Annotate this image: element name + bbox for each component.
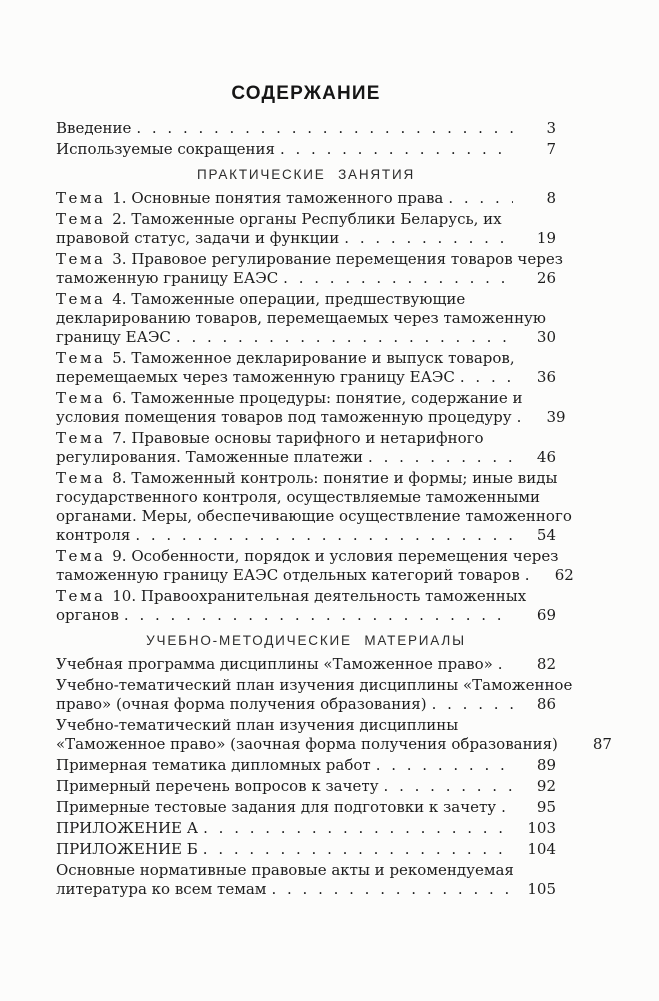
toc-entry-text: государственного контроля, осуществляемые таможенными xyxy=(56,488,541,506)
toc-entry-line xyxy=(56,587,556,606)
tema-label: Тема xyxy=(56,547,106,565)
page-number: 87 xyxy=(592,735,612,753)
toc-entry-line xyxy=(56,526,556,545)
page-number: 104 xyxy=(527,840,556,858)
toc-entry xyxy=(56,716,612,754)
toc-entry-text: органов xyxy=(56,606,119,624)
toc-entry-text: границу ЕАЭС xyxy=(56,328,171,346)
dot-leader xyxy=(280,140,513,159)
toc-entry-line xyxy=(56,695,556,714)
toc-entry-text: Тема 3. Правовое регулирование перемещения товаров через xyxy=(56,250,563,268)
toc-entry-line xyxy=(56,488,556,507)
toc-entry-text: Используемые сокращения xyxy=(56,140,275,158)
page-number: 19 xyxy=(536,229,556,247)
page-number: 8 xyxy=(546,189,556,207)
toc-entry-line xyxy=(56,566,574,585)
toc-entry-text: таможенную границу ЕАЭС отдельных категорий товаров xyxy=(56,566,520,584)
tema-label: Тема xyxy=(56,290,106,308)
dot-leader xyxy=(460,368,513,387)
toc-entry-line xyxy=(56,389,556,408)
toc-entry-line xyxy=(56,547,559,566)
toc-entry-text: «Таможенное право» (заочная форма получения образования) xyxy=(56,735,558,753)
toc-entry-line xyxy=(56,448,556,467)
toc-entry-text: право» (очная форма получения образования) xyxy=(56,695,427,713)
dot-leader xyxy=(501,798,513,817)
toc-entry-line xyxy=(56,119,556,138)
page-number: 86 xyxy=(536,695,556,713)
toc-entry-line xyxy=(56,716,556,735)
toc-entry xyxy=(56,389,566,427)
tema-label: Тема xyxy=(56,250,106,268)
dot-leader xyxy=(176,328,513,347)
dot-leader xyxy=(344,229,513,248)
toc-entry-text: таможенную границу ЕАЭС xyxy=(56,269,279,287)
toc-entry xyxy=(56,250,563,288)
toc-entry-text: Примерный перечень вопросов к зачету xyxy=(56,777,379,795)
toc-entry-line xyxy=(56,140,556,159)
toc-entry-text: регулирования. Таможенные платежи xyxy=(56,448,364,466)
toc-entry-text: декларированию товаров, перемещаемых через таможенную xyxy=(56,309,546,327)
page-number: 54 xyxy=(536,526,556,544)
toc-entry-line xyxy=(56,309,556,328)
toc-entry-line xyxy=(56,368,556,387)
toc-entry-text: перемещаемых через таможенную границу ЕАЭС xyxy=(56,368,455,386)
page-number: 7 xyxy=(546,140,556,158)
toc-entry-text: Тема 6. Таможенные процедуры: понятие, содержание и xyxy=(56,389,523,407)
dot-leader xyxy=(498,655,513,674)
tema-label: Тема xyxy=(56,429,106,447)
toc-entry-line xyxy=(56,819,556,838)
page-number: 39 xyxy=(546,408,566,426)
toc-entry xyxy=(56,119,556,138)
page-number: 89 xyxy=(536,756,556,774)
toc-entry-line xyxy=(56,250,563,269)
toc-entry xyxy=(56,798,556,817)
toc-entry-text: Введение xyxy=(56,119,132,137)
toc-entry-text: Тема 8. Таможенный контроль: понятие и формы; иные виды xyxy=(56,469,558,487)
toc-entry-text: ПРИЛОЖЕНИЕ А xyxy=(56,819,199,837)
dot-leader xyxy=(203,840,513,859)
toc-entry xyxy=(56,777,556,796)
toc-entry xyxy=(56,469,572,545)
toc-entry-text: Учебно-тематический план изучения дисциплины xyxy=(56,716,459,734)
toc-entry-text: Учебно-тематический план изучения дисциплины «Таможенное xyxy=(56,676,573,694)
toc-entry xyxy=(56,189,556,208)
toc-entry xyxy=(56,349,556,387)
tema-label: Тема xyxy=(56,389,106,407)
toc-entry xyxy=(56,429,556,467)
toc-entry-text: Примерные тестовые задания для подготовки к зачету xyxy=(56,798,497,816)
dot-leader xyxy=(384,777,513,796)
dot-leader xyxy=(376,756,513,775)
toc-entry-line xyxy=(56,210,556,229)
toc-entry-line xyxy=(56,735,612,754)
toc-entry-text: ПРИЛОЖЕНИЕ Б xyxy=(56,840,198,858)
page-number: 26 xyxy=(536,269,556,287)
toc-entry xyxy=(56,210,556,248)
toc-entry-text: литература ко всем темам xyxy=(56,880,267,898)
toc-entry-line xyxy=(56,655,556,674)
toc-entry-line xyxy=(56,269,556,288)
tema-label: Тема xyxy=(56,469,106,487)
toc-entry-line xyxy=(56,880,556,899)
section-heading: УЧЕБНО-МЕТОДИЧЕСКИЕ МАТЕРИАЛЫ xyxy=(146,633,466,648)
toc-entry xyxy=(56,819,556,838)
toc-entry xyxy=(56,655,556,674)
toc-entry-text: органами. Меры, обеспечивающие осуществление таможенного xyxy=(56,507,572,525)
toc-entry xyxy=(56,140,556,159)
toc-entry-text: Тема 7. Правовые основы тарифного и нетарифного xyxy=(56,429,484,447)
page-number: 69 xyxy=(536,606,556,624)
toc-entry-text: Тема 4. Таможенные операции, предшествующие xyxy=(56,290,466,308)
section-heading: ПРАКТИЧЕСКИЕ ЗАНЯТИЯ xyxy=(196,167,416,182)
toc-entry-line xyxy=(56,349,556,368)
toc-entry-line xyxy=(56,606,556,625)
toc-entry-line xyxy=(56,189,556,208)
toc-entry xyxy=(56,676,573,714)
dot-leader xyxy=(136,119,513,138)
dot-leader xyxy=(448,189,513,208)
dot-leader xyxy=(135,526,513,545)
dot-leader xyxy=(203,819,513,838)
toc-entry-text: Основные нормативные правовые акты и рекомендуемая xyxy=(56,861,514,879)
page-number: 3 xyxy=(546,119,556,137)
toc-entry xyxy=(56,756,556,775)
dot-leader xyxy=(283,269,513,288)
tema-label: Тема xyxy=(56,587,106,605)
toc-entry-line xyxy=(56,469,556,488)
toc-entry-text: Учебная программа дисциплины «Таможенное право» xyxy=(56,655,493,673)
dot-leader xyxy=(432,695,513,714)
tema-label: Тема xyxy=(56,210,106,228)
toc-entry-text: Тема 5. Таможенное декларирование и выпуск товаров, xyxy=(56,349,515,367)
dot-leader xyxy=(368,448,513,467)
page-number: 95 xyxy=(536,798,556,816)
toc-entry-text: условия помещения товаров под таможенную процедуру xyxy=(56,408,512,426)
dot-leader xyxy=(124,606,513,625)
toc-entry-text: контроля xyxy=(56,526,131,544)
toc-entry-line xyxy=(56,798,556,817)
toc-entry xyxy=(56,587,556,625)
toc-entry-text: Тема 10. Правоохранительная деятельность таможенных xyxy=(56,587,527,605)
toc-entry xyxy=(56,840,556,859)
toc-entry-text: Примерная тематика дипломных работ xyxy=(56,756,371,774)
page-number: 92 xyxy=(536,777,556,795)
page-number: 46 xyxy=(536,448,556,466)
toc-entry-text: Тема 2. Таможенные органы Республики Беларусь, их xyxy=(56,210,502,228)
toc-entry-line xyxy=(56,507,572,526)
page-number: 105 xyxy=(527,880,556,898)
toc-entry-line xyxy=(56,676,573,695)
tema-label: Тема xyxy=(56,349,106,367)
page-title: СОДЕРЖАНИЕ xyxy=(231,83,381,104)
page-number: 103 xyxy=(527,819,556,837)
page-number: 82 xyxy=(536,655,556,673)
toc-entry-line xyxy=(56,861,556,880)
toc-entry-line xyxy=(56,840,556,859)
toc-entry-line xyxy=(56,290,556,309)
toc-entry-line xyxy=(56,756,556,775)
toc-entry-line xyxy=(56,429,556,448)
page-number: 36 xyxy=(536,368,556,386)
dot-leader xyxy=(271,880,513,899)
toc-entry xyxy=(56,861,556,899)
tema-label: Тема xyxy=(56,189,106,207)
page-number: 30 xyxy=(536,328,556,346)
toc-entry-text: Тема 1. Основные понятия таможенного права xyxy=(56,189,444,207)
toc-entry-text: Тема 9. Особенности, порядок и условия перемещения через xyxy=(56,547,559,565)
toc-entry-text: правовой статус, задачи и функции xyxy=(56,229,340,247)
toc-entry xyxy=(56,547,574,585)
toc-entry xyxy=(56,290,556,347)
page-number: 62 xyxy=(554,566,574,584)
toc-entry-line xyxy=(56,777,556,796)
toc-entry-line xyxy=(56,229,556,248)
toc-entry-line xyxy=(56,408,566,427)
toc-entry-line xyxy=(56,328,556,347)
toc-list xyxy=(56,119,612,899)
